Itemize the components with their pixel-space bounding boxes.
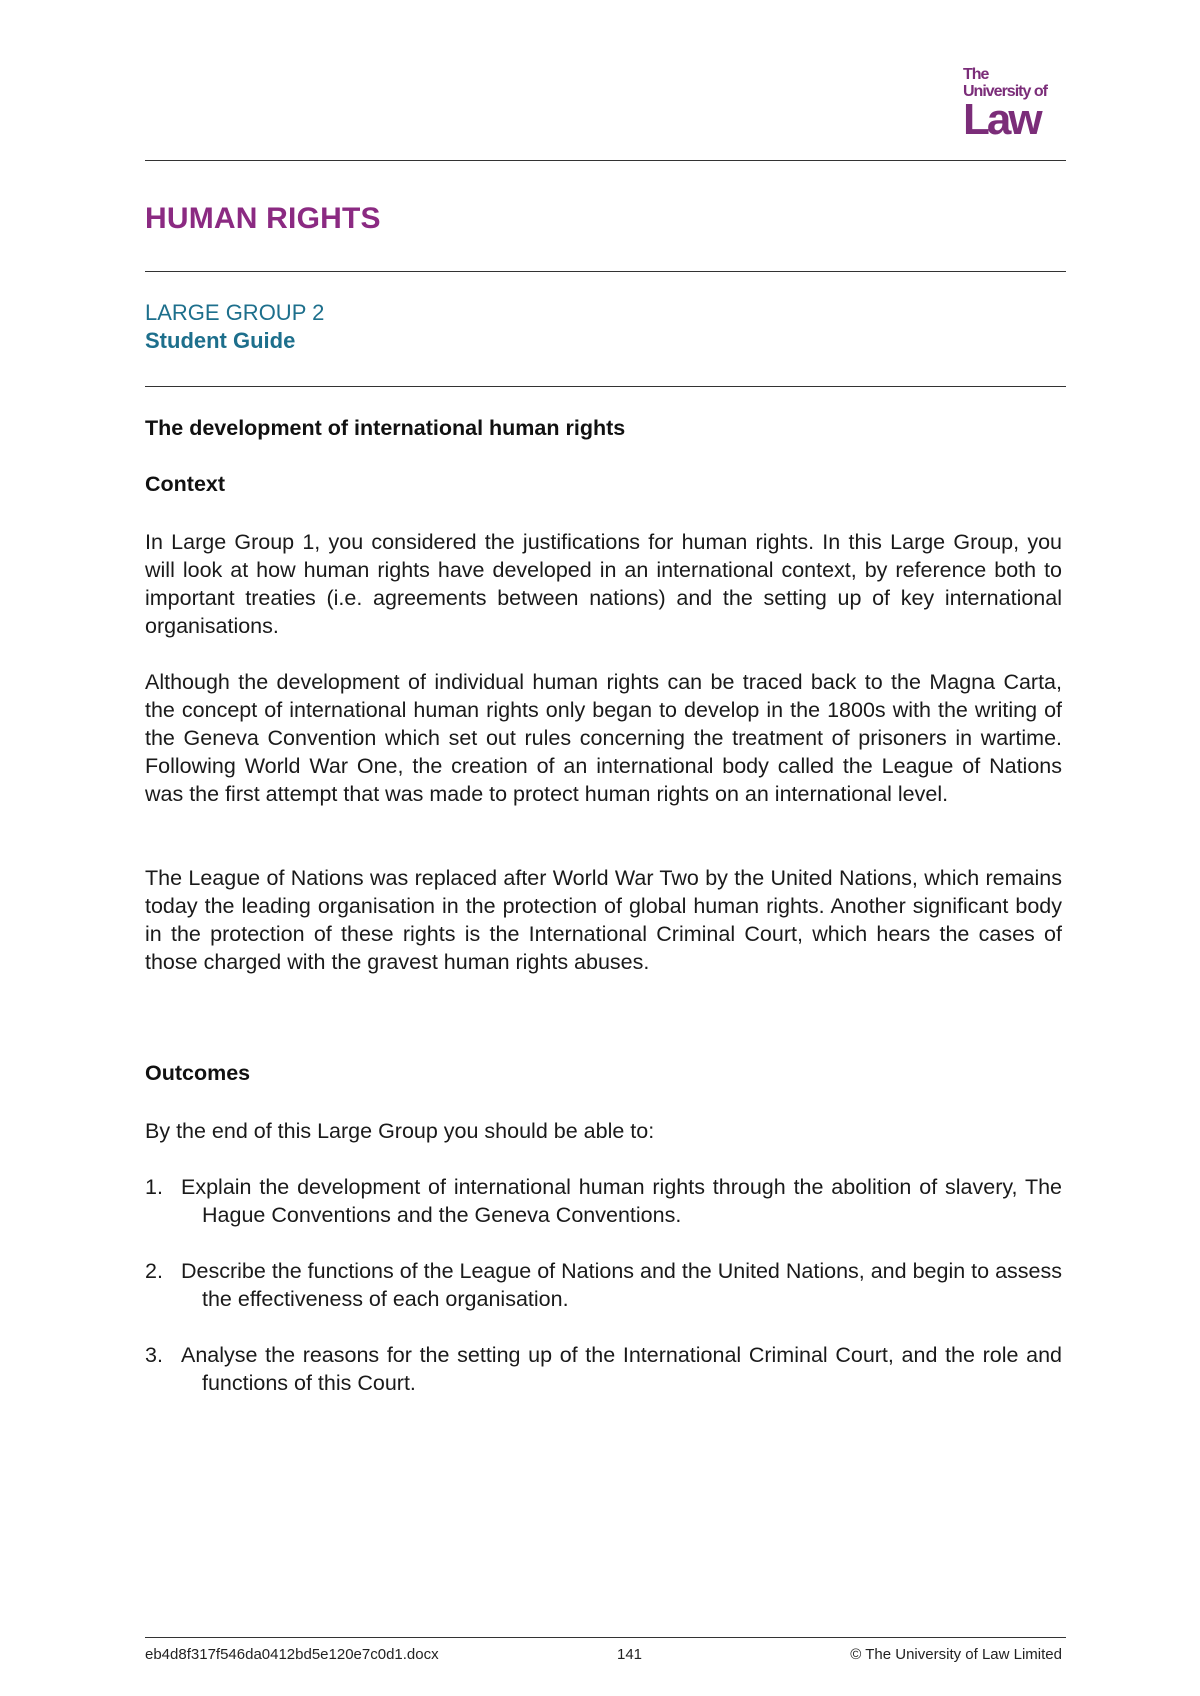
list-item-number: 3. [145,1343,163,1367]
list-item-text: Analyse the reasons for the setting up of the International Criminal Court, and the role and functions of this Court. [181,1343,1062,1395]
list-item [145,1341,1062,1397]
context-heading: Context [145,472,226,496]
list-item-number: 1. [145,1175,163,1199]
footer-copyright: © The University of Law Limited [850,1646,1062,1663]
list-item [145,1173,1062,1229]
context-paragraph-3: The League of Nations was replaced after World War Two by the United Nations, which remains today the leading organisation in the protection of global human rights. Another significant body in the protection of these rights is the International Criminal Court, which hears the cases of those charged with the gravest human rights abuses. [145,866,1062,974]
context-paragraph-1: In Large Group 1, you considered the justifications for human rights. In this Large Group, you will look at how human rights have developed in an international context, by reference both to important treaties (i.e. agreements between nations) and the setting up of key international organisations. [145,530,1062,638]
logo-line-1: The [963,66,989,83]
header-divider-title [145,271,1066,272]
footer-filename: eb4d8f317f546da0412bd5e120e7c0d1.docx [145,1646,439,1663]
footer-page-number: 141 [617,1646,643,1663]
header-divider-subtitle [145,386,1066,387]
document-title: HUMAN RIGHTS [145,202,381,235]
outcomes-heading: Outcomes [145,1061,251,1085]
logo-line-2: University of [963,83,1047,100]
list-item [145,1257,1062,1313]
list-item-text: Explain the development of international human rights through the abolition of slavery, The Hague Conventions and the Geneva Conventions. [181,1175,1062,1227]
outcomes-list [145,1173,1062,1397]
footer-divider [145,1637,1066,1638]
header-divider-top [145,160,1066,161]
list-item-text: Describe the functions of the League of Nations and the United Nations, and begin to assess the effectiveness of each organisation. [181,1259,1062,1311]
logo-line-3: Law [963,95,1040,144]
list-item-number: 2. [145,1259,163,1283]
large-group-label: LARGE GROUP 2 [145,300,325,325]
university-logo [963,66,1059,146]
section-title: The development of international human rights [145,416,626,440]
outcomes-intro: By the end of this Large Group you should be able to: [145,1119,655,1143]
context-paragraph-2: Although the development of individual human rights can be traced back to the Magna Carta, the concept of international human rights only began to develop in the 1800s with the writing of the Geneva Convention which set out rules concerning the treatment of prisoners in wartime. Following World War One, the creation of an international body called the League of Nations was the first attempt that was made to protect human rights on an international level. [145,670,1062,806]
student-guide-label: Student Guide [145,328,296,353]
